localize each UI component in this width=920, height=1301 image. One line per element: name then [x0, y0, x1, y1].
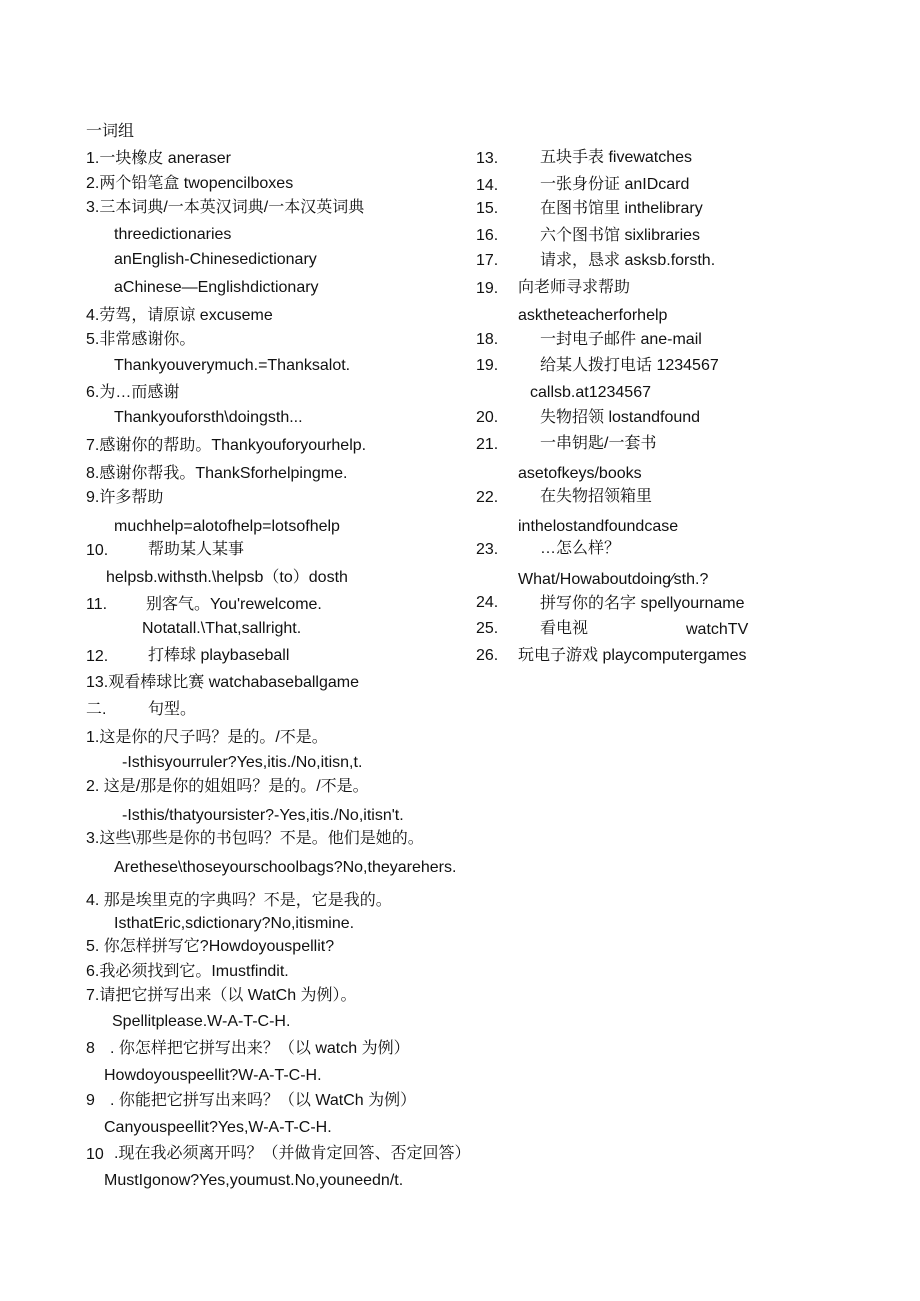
phrase-line: aChinese—Englishdictionary: [114, 279, 319, 296]
phrase-line: 拼写你的名字 spellyourname: [540, 595, 745, 612]
sentence-line: 5. 你怎样拼写它?Howdoyouspellit?: [86, 938, 335, 955]
item-number: 24.: [476, 594, 499, 611]
phrase-line: 7.感谢你的帮助。Thankyouforyourhelp.: [86, 437, 367, 454]
item-number: 25.: [476, 620, 499, 637]
phrase-line: 失物招领 lostandfound: [540, 409, 701, 426]
phrase-line: 9.许多帮助: [86, 489, 164, 506]
sentence-line: .现在我必须离开吗？（并做肯定回答、否定回答）: [114, 1145, 471, 1162]
section-heading-phrases: 一词组: [86, 123, 135, 140]
phrase-line: callsb.at1234567: [530, 384, 651, 401]
item-number: 26.: [476, 647, 499, 664]
section-heading-sentences: 句型。: [148, 701, 197, 718]
item-number: 23.: [476, 541, 499, 558]
item-number: 11.: [86, 596, 108, 613]
sentence-line: Canyouspeellit?Yes,W-A-T-C-H.: [104, 1119, 332, 1136]
item-number: 21.: [476, 436, 499, 453]
item-number: 22.: [476, 489, 499, 506]
sentence-line: IsthatEric,sdictionary?No,itismine.: [114, 915, 355, 932]
sentence-line: 1.这是你的尺子吗？是的。/不是。: [86, 729, 328, 746]
phrase-line: anEnglish-Chinesedictionary: [114, 251, 317, 268]
phrase-line: 5.非常感谢你。: [86, 331, 196, 348]
phrase-line: 帮助某人某事: [148, 541, 245, 558]
sentence-line: 3.这些\那些是你的书包吗？不是。他们是她的。: [86, 830, 424, 847]
item-number: 19.: [476, 280, 499, 297]
phrase-line: Thankyouforsth\doingsth...: [114, 409, 303, 426]
item-number: 19.: [476, 357, 499, 374]
phrase-line: 别客气。You'rewelcome.: [146, 596, 322, 613]
item-number: 13.: [476, 150, 499, 167]
phrase-line: helpsb.withsth.\helpsb（to）dosth: [106, 569, 348, 586]
phrase-line: asktheteacherforhelp: [518, 307, 668, 324]
phrase-line: …怎么样？: [540, 540, 621, 557]
item-number: 9: [86, 1092, 95, 1109]
section-number: 二.: [86, 701, 107, 718]
phrase-line: 向老师寻求帮助: [518, 279, 631, 296]
phrase-line: 六个图书馆 sixlibraries: [540, 227, 701, 244]
phrase-line: watchTV: [686, 621, 749, 638]
sentence-line: . 你怎样把它拼写出来？（以 watch 为例）: [110, 1040, 410, 1057]
sentence-line: 7.请把它拼写出来（以 WatCh 为例）。: [86, 987, 357, 1004]
item-number: 8: [86, 1040, 95, 1057]
sentence-line: 4. 那是埃里克的字典吗？不是，它是我的。: [86, 892, 392, 909]
item-number: 17.: [476, 252, 499, 269]
phrase-line: 一张身份证 anIDcard: [540, 176, 690, 193]
item-number: 10.: [86, 542, 109, 559]
sentence-line: Howdoyouspeellit?W-A-T-C-H.: [104, 1067, 322, 1084]
phrase-line: 1.一块橡皮 aneraser: [86, 150, 231, 167]
phrase-line: Thankyouverymuch.=Thanksalot.: [114, 357, 351, 374]
phrase-line: 6.为…而感谢: [86, 384, 180, 401]
phrase-line: 2.两个铅笔盒 twopencilboxes: [86, 175, 294, 192]
sentence-line: Arethese\thoseyourschoolbags?No,theyarehers.: [114, 859, 457, 876]
item-number: 12.: [86, 648, 109, 665]
item-number: 16.: [476, 227, 499, 244]
phrase-line: 8.感谢你帮我。ThankSforhelpingme.: [86, 465, 348, 482]
sentence-line: -Isthis/thatyoursister?-Yes,itis./No,itisn't.: [122, 807, 404, 824]
phrase-line: 4.劳驾，请原谅 excuseme: [86, 307, 273, 324]
phrase-line: muchhelp=alotofhelp=lotsofhelp: [114, 518, 340, 535]
phrase-line: What/Howaboutdoing∕sth.?: [518, 571, 709, 588]
phrase-line: 打棒球 playbaseball: [148, 647, 290, 664]
phrase-line: 13.观看棒球比赛 watchabaseballgame: [86, 674, 360, 691]
phrase-line: 看电视: [540, 620, 589, 637]
sentence-line: . 你能把它拼写出来吗？（以 WatCh 为例）: [110, 1092, 417, 1109]
sentence-line: 2. 这是/那是你的姐姐吗？是的。/不是。: [86, 778, 369, 795]
phrase-line: 一封电子邮件 ane-mail: [540, 331, 702, 348]
item-number: 18.: [476, 331, 499, 348]
phrase-line: 请求，恳求 asksb.forsth.: [540, 252, 716, 269]
phrase-line: 3.三本词典/一本英汉词典/一本汉英词典: [86, 199, 365, 216]
sentence-line: MustIgonow?Yes,youmust.No,youneedn/t.: [104, 1172, 404, 1189]
item-number: 14.: [476, 177, 499, 194]
phrase-line: 玩电子游戏 playcomputergames: [518, 647, 747, 664]
sentence-line: -Isthisyourruler?Yes,itis./No,itisn,t.: [122, 754, 363, 771]
phrase-line: 五块手表 fivewatches: [540, 149, 693, 166]
phrase-line: 给某人拨打电话 1234567: [540, 357, 719, 374]
sentence-line: Spellitplease.W-A-T-C-H.: [112, 1013, 291, 1030]
phrase-line: Notatall.\That,sallright.: [142, 620, 302, 637]
phrase-line: 在图书馆里 inthelibrary: [540, 200, 703, 217]
sentence-line: 6.我必须找到它。Imustfindit.: [86, 963, 289, 980]
item-number: 20.: [476, 409, 499, 426]
phrase-line: inthelostandfoundcase: [518, 518, 679, 535]
phrase-line: 一串钥匙/一套书: [540, 435, 657, 452]
phrase-line: asetofkeys/books: [518, 465, 642, 482]
item-number: 15.: [476, 200, 499, 217]
phrase-line: 在失物招领箱里: [540, 488, 653, 505]
phrase-line: threedictionaries: [114, 226, 232, 243]
item-number: 10: [86, 1146, 104, 1163]
